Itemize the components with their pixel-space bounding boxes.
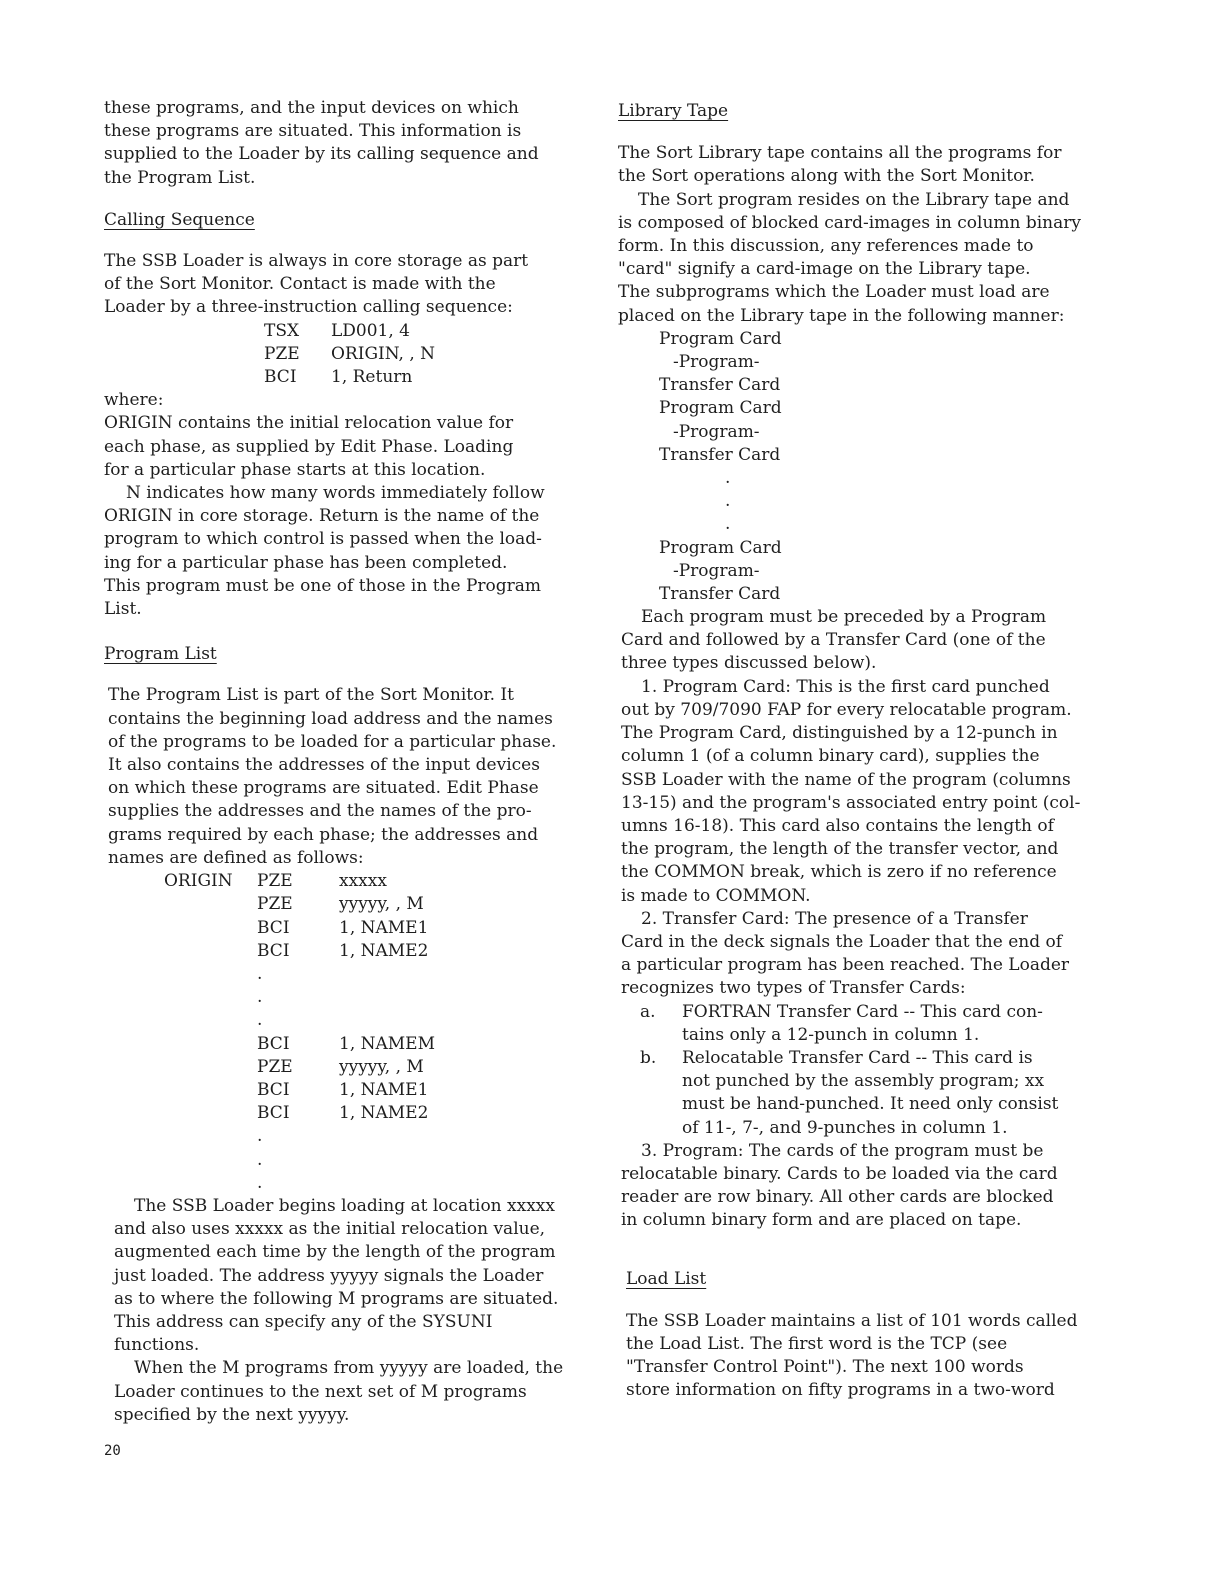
library-paragraph-1: The Sort Library tape contains all the programs for the Sort operations along with the Sort Monitor.: [618, 143, 1062, 187]
ellipsis-dot: .: [257, 1126, 263, 1147]
tape-entry: -Program-: [673, 352, 760, 373]
library-tape-heading: Library Tape: [618, 101, 729, 121]
ellipsis-dot: .: [725, 514, 731, 535]
program-item: 3. Program: The cards of the program must be relocatable binary. Cards to be loaded via the card reader are row binary. All other cards are blocked in column binary form and are placed on tape.: [621, 1140, 1058, 1231]
each-program-paragraph: Each program must be preceded by a Program Card and followed by a Transfer Card (one of the three types discussed below).: [621, 607, 1047, 674]
calling-sequence-heading: Calling Sequence: [104, 209, 255, 230]
code-line: PZE ORIGIN, , N: [264, 343, 436, 364]
tape-entry: Transfer Card: [659, 583, 781, 604]
fortran-transfer-card-item: a. FORTRAN Transfer Card -- This card con- tains only a 12-punch in column 1.: [640, 1001, 1043, 1045]
right-column: [618, 100, 1108, 1403]
code-line: TSX LD001, 4: [264, 320, 410, 341]
tape-layout: [659, 328, 1108, 606]
tape-entry: -Program-: [673, 560, 760, 581]
program-card-item: 1. Program Card: This is the first card punched out by 709/7090 FAP for every relocatable program. The Program Card, distinguished by a 12-punch in column 1 (of a column binary card), supplies the SSB Loader with the name of the program (columns 13-15) and the program's associated entry point (col- umns 16-18). This card also contains the length of the program, the length of the transfer vector, and the COMMON break, which is zero if no reference is made to COMMON.: [621, 676, 1081, 906]
ellipsis-dot: .: [257, 1172, 263, 1193]
program-list-heading: Program List: [104, 644, 217, 665]
ellipsis-dot: .: [257, 1010, 263, 1031]
library-paragraph-2: The Sort program resides on the Library tape and is composed of blocked card-images in column binary form. In this discussion, any references made to "card" signify a card-image on the Library tape. The subprograms which the Loader must load are placed on the Library tape in the following manner:: [618, 189, 1081, 326]
program-list-code: [164, 870, 435, 1195]
code-line: PZE yyyyy, , M: [257, 1056, 424, 1077]
code-line: PZE yyyyy, , M: [257, 894, 424, 915]
tape-entry: Transfer Card: [659, 444, 781, 465]
code-line: BCI 1, NAME2: [257, 1103, 429, 1124]
load-list-paragraph: The SSB Loader maintains a list of 101 words called the Load List. The first word is the TCP (see "Transfer Control Point"). The next 100 words store information on fifty programs in a two-word: [626, 1310, 1078, 1401]
transfer-card-item: 2. Transfer Card: The presence of a Transfer Card in the deck signals the Loader that the end of a particular program has been reached. The Loader recognizes two types of Transfer Cards:: [621, 908, 1070, 999]
intro-paragraph: these programs, and the input devices on which these programs are situated. This information is supplied to the Loader by its calling sequence and the Program List.: [104, 98, 539, 188]
calling-sequence-code: [264, 320, 435, 390]
tape-entry: Program Card: [659, 537, 782, 558]
origin-paragraph: ORIGIN contains the initial relocation value for each phase, as supplied by Edit Phase. Loading for a particular phase starts at this location.: [104, 413, 514, 480]
program-list-paragraph: The Program List is part of the Sort Monitor. It contains the beginning load address and the names of the programs to be loaded for a particular phase. It also contains the addresses of the input devices on which these programs are situated. Edit Phase supplies the addresses and the names of the pro- grams required by each phase; the addresses and names are defined as follows:: [108, 685, 557, 868]
ellipsis-dot: .: [257, 1149, 263, 1170]
code-line: ORIGIN PZE xxxxx: [164, 871, 387, 892]
left-column: [104, 97, 579, 1427]
code-line: BCI 1, Return: [264, 367, 413, 388]
code-line: BCI 1, NAME2: [257, 940, 429, 961]
loader-paragraph: The SSB Loader begins loading at location xxxxx and also uses xxxxx as the initial relocation value, augmented each time by the length of the program just loaded. The address yyyyy signals the Loader as to where the following M programs are situated. This address can specify any of the SYSUNI functions.: [114, 1195, 559, 1356]
ellipsis-dot: .: [725, 491, 731, 512]
code-line: BCI 1, NAME1: [257, 917, 429, 938]
load-list-heading: Load List: [626, 1268, 707, 1289]
page-number: 20: [104, 1443, 121, 1459]
where-label: where:: [104, 390, 164, 411]
code-line: BCI 1, NAME1: [257, 1079, 429, 1100]
code-line: BCI 1, NAMEM: [257, 1033, 435, 1054]
tape-entry: Transfer Card: [659, 375, 781, 396]
relocatable-transfer-card-item: b. Relocatable Transfer Card -- This card is not punched by the assembly program; xx must be hand-punched. It need only consist of 11-, 7-, and 9-punches in column 1.: [640, 1047, 1059, 1138]
ellipsis-dot: .: [257, 987, 263, 1008]
tape-entry: Program Card: [659, 398, 782, 419]
tape-entry: -Program-: [673, 421, 760, 442]
when-paragraph: When the M programs from yyyyy are loaded, the Loader continues to the next set of M programs specified by the next yyyyy.: [114, 1358, 564, 1425]
ellipsis-dot: .: [257, 963, 263, 984]
calling-sequence-paragraph: The SSB Loader is always in core storage as part of the Sort Monitor. Contact is made with the Loader by a three-instruction calling sequence:: [104, 251, 529, 318]
tape-entry: Program Card: [659, 328, 782, 349]
ellipsis-dot: .: [725, 467, 731, 488]
n-paragraph: N indicates how many words immediately follow ORIGIN in core storage. Return is the name of the program to which control is passed when the load- ing for a particular phase has been completed. This program must be one of those in the Program List.: [104, 483, 545, 620]
